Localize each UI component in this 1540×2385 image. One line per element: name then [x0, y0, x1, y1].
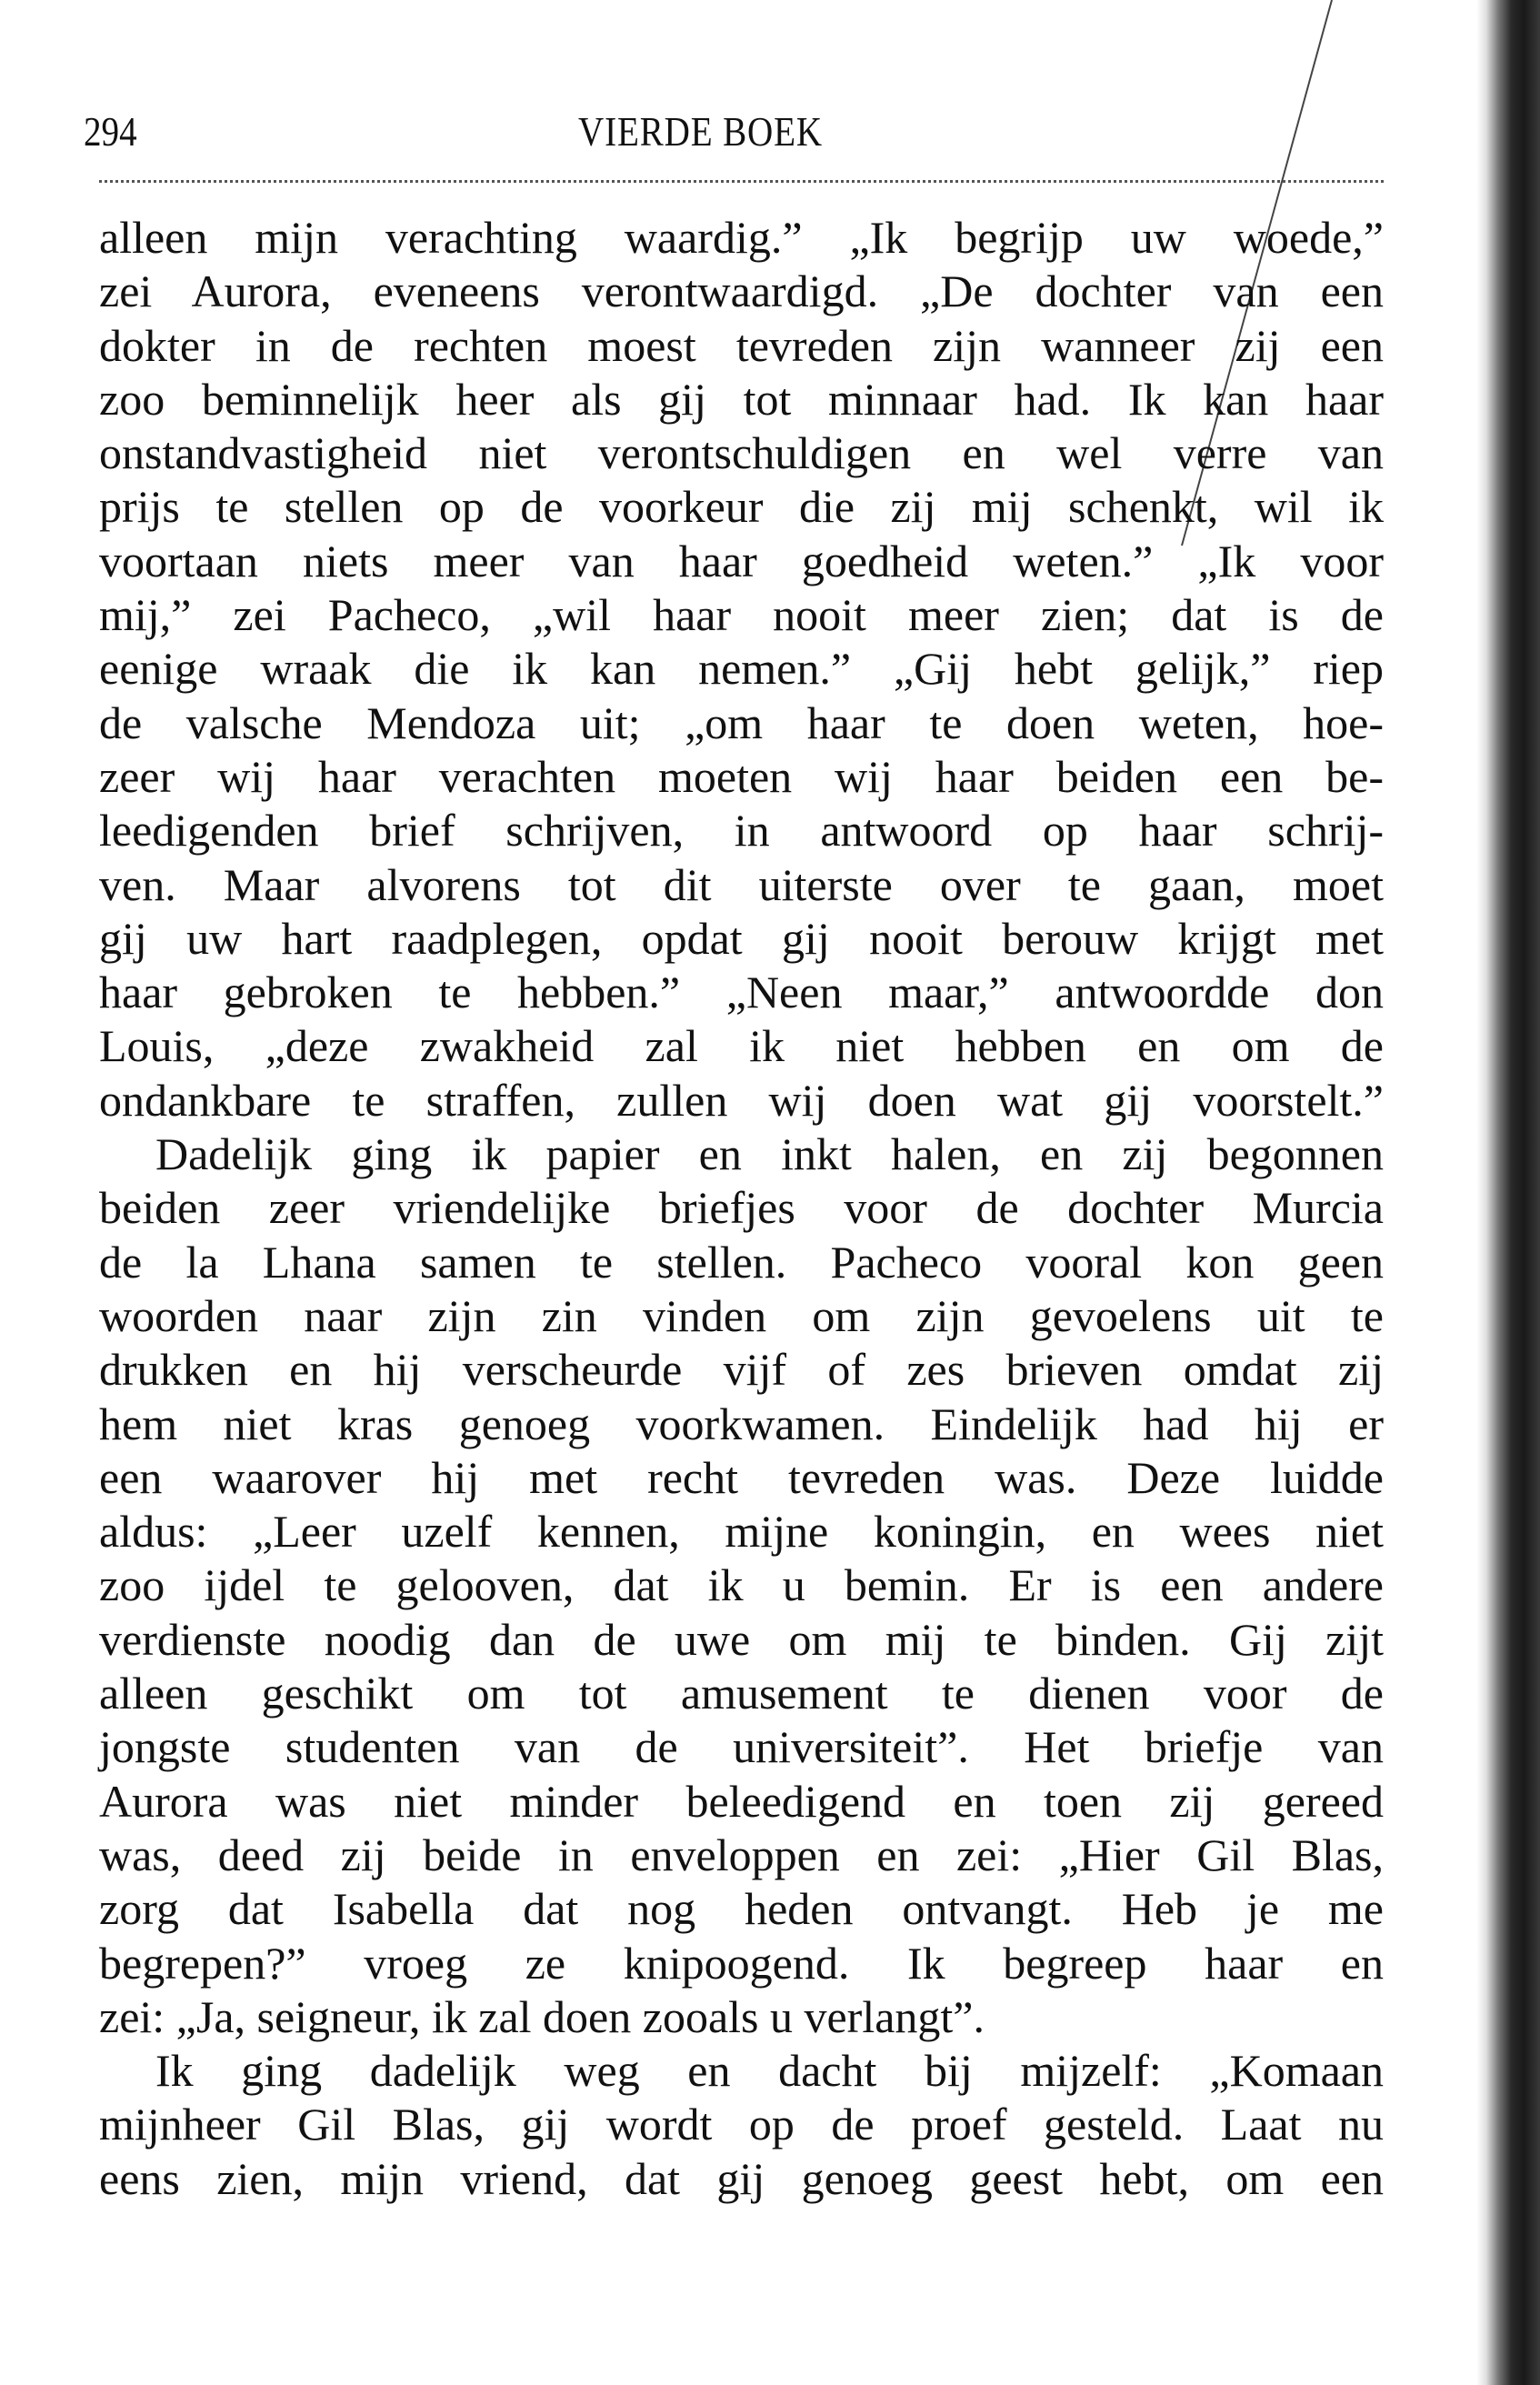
- text-line-content: begrepen?” vroeg ze knipoogend. Ik begreep haar en: [99, 1937, 1384, 1989]
- text-line: [99, 1990, 1384, 2044]
- scan-edge-shadow: [1476, 0, 1540, 2385]
- text-line: [99, 535, 1384, 588]
- text-line-content: woorden naar zijn zin vinden om zijn gevoelens uit te: [99, 1289, 1384, 1341]
- text-line-content: zoo ijdel te gelooven, dat ik u bemin. Er is een andere: [99, 1559, 1384, 1611]
- text-line-content: verdienste noodig dan de uwe om mij te binden. Gij zijt: [99, 1613, 1384, 1665]
- text-line-content: de la Lhana samen te stellen. Pacheco vooral kon geen: [99, 1236, 1384, 1288]
- text-line: [99, 265, 1384, 318]
- text-line-content: mijnheer Gil Blas, gij wordt op de proef gesteld. Laat nu: [99, 2099, 1384, 2150]
- text-line-content: alleen mijn verachting waardig.” „Ik begrijp uw woede,”: [99, 212, 1384, 263]
- text-line: [99, 642, 1384, 696]
- text-line: [99, 2098, 1384, 2151]
- text-line: [99, 1127, 1384, 1181]
- page-number: 294: [84, 108, 137, 155]
- text-line-content: Aurora was niet minder beleedigend en toen zij gereed: [99, 1775, 1384, 1827]
- text-line: [99, 858, 1384, 912]
- text-line: [99, 1882, 1384, 1936]
- text-line: [99, 1236, 1384, 1289]
- text-line-content: onstandvastigheid niet verontschuldigen en wel verre van: [99, 427, 1384, 479]
- text-line-content: was, deed zij beide in enveloppen en zei: „Hier Gil Blas,: [99, 1829, 1384, 1880]
- text-line: [99, 480, 1384, 534]
- header-rule: [99, 180, 1384, 183]
- text-line: [99, 1343, 1384, 1397]
- text-line: [99, 750, 1384, 804]
- text-line: [99, 2044, 1384, 2098]
- text-line-content: zorg dat Isabella dat nog heden ontvangt. Heb je me: [99, 1883, 1384, 1935]
- text-line: [99, 1289, 1384, 1343]
- text-line-content: drukken en hij verscheurde vijf of zes brieven omdat zij: [99, 1344, 1384, 1396]
- text-line-content: beiden zeer vriendelijke briefjes voor de dochter Murcia: [99, 1182, 1384, 1234]
- text-line-content: eenige wraak die ik kan nemen.” „Gij hebt gelijk,” riep: [99, 643, 1384, 695]
- text-line-content: eens zien, mijn vriend, dat gij genoeg geest hebt, om een: [99, 2152, 1384, 2204]
- text-line-content: hem niet kras genoeg voorkwamen. Eindelijk had hij er: [99, 1398, 1384, 1449]
- text-line: [99, 1720, 1384, 1774]
- body-text: [99, 211, 1384, 2206]
- text-line: [99, 1613, 1384, 1667]
- text-line: [99, 1667, 1384, 1720]
- text-line: [99, 1937, 1384, 1990]
- text-line: [99, 2152, 1384, 2206]
- text-line: [99, 804, 1384, 857]
- text-line: [99, 373, 1384, 426]
- text-line-content: zeer wij haar verachten moeten wij haar beiden een be-: [99, 750, 1384, 802]
- text-line-content: een waarover hij met recht tevreden was. Deze luidde: [99, 1451, 1384, 1503]
- text-line-content: leedigenden brief schrijven, in antwoord op haar schrij-: [99, 805, 1384, 857]
- text-line: [99, 1558, 1384, 1612]
- text-line: [99, 966, 1384, 1019]
- text-line: [99, 696, 1384, 750]
- text-line-content: mij,” zei Pacheco, „wil haar nooit meer zien; dat is de: [99, 589, 1384, 641]
- text-line-content: zei Aurora, eveneens verontwaardigd. „De dochter van een: [99, 266, 1384, 317]
- text-line: [99, 912, 1384, 966]
- text-line-content: ondankbare te straffen, zullen wij doen wat gij voorstelt.”: [99, 1074, 1384, 1126]
- text-line: [99, 1505, 1384, 1558]
- text-line-content: alleen geschikt om tot amusement te dienen voor de: [99, 1668, 1384, 1719]
- text-line: [99, 211, 1384, 265]
- text-line-content: gij uw hart raadplegen, opdat gij nooit berouw krijgt met: [99, 912, 1384, 964]
- text-line-content: prijs te stellen op de voorkeur die zij mij schenkt, wil ik: [99, 481, 1384, 533]
- text-line-content: voortaan niets meer van haar goedheid weten.” „Ik voor: [99, 535, 1384, 586]
- text-line: [99, 1074, 1384, 1127]
- text-line: [99, 1775, 1384, 1829]
- text-line: [99, 1181, 1384, 1235]
- text-line: [99, 1829, 1384, 1882]
- text-line-content: aldus: „Leer uzelf kennen, mijne koningin, en wees niet: [99, 1506, 1384, 1558]
- text-line: [99, 588, 1384, 642]
- text-line-content: haar gebroken te hebben.” „Neen maar,” antwoordde don: [99, 967, 1384, 1018]
- text-line-content: Ik ging dadelijk weg en dacht bij mijzelf: „Komaan: [155, 2045, 1384, 2097]
- running-title: VIERDE BOEK: [578, 108, 823, 155]
- text-line-content: zoo beminnelijk heer als gij tot minnaar had. Ik kan haar: [99, 373, 1384, 425]
- text-line-content: de valsche Mendoza uit; „om haar te doen weten, hoe-: [99, 696, 1384, 748]
- text-line-content: jongste studenten van de universiteit”. Het briefje van: [99, 1721, 1384, 1773]
- text-line: [99, 1398, 1384, 1451]
- text-line-content: dokter in de rechten moest tevreden zijn wanneer zij een: [99, 319, 1384, 371]
- text-line: [99, 1451, 1384, 1505]
- text-line-content: ven. Maar alvorens tot dit uiterste over te gaan, moet: [99, 858, 1384, 910]
- text-line-content: Dadelijk ging ik papier en inkt halen, en zij begonnen: [155, 1128, 1384, 1180]
- text-line: [99, 426, 1384, 480]
- text-line-content: zei: „Ja, seigneur, ik zal doen zooals u verlangt”.: [99, 1990, 985, 2042]
- text-line-content: Louis, „deze zwakheid zal ik niet hebben en om de: [99, 1020, 1384, 1072]
- text-line: [99, 319, 1384, 373]
- text-line: [99, 1019, 1384, 1073]
